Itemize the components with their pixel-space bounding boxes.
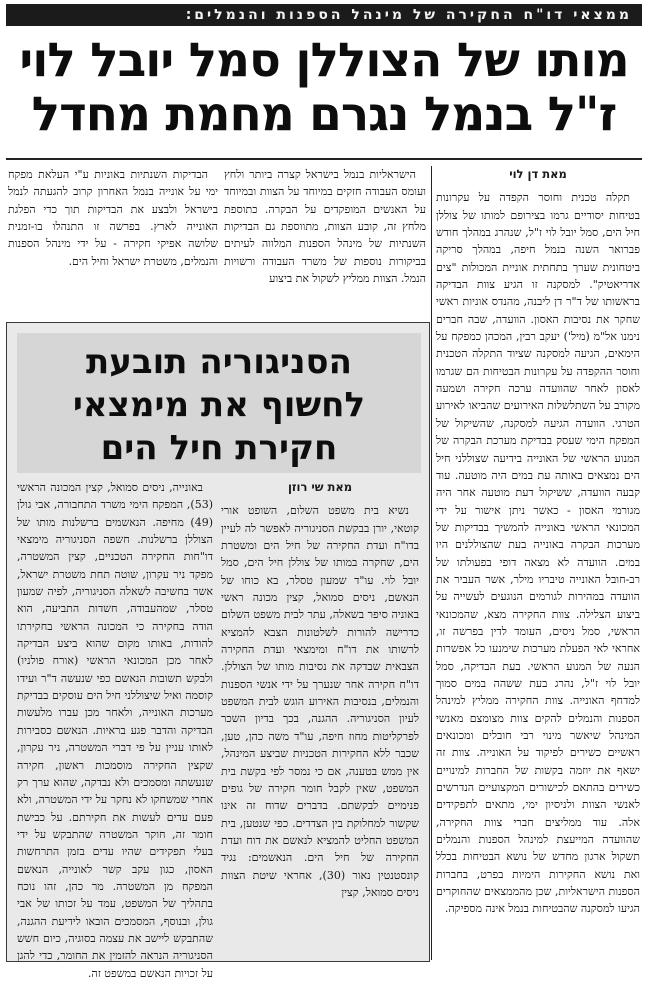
main-article-text-right: תקלה טכנית וחוסר הקפדה על עקרונות בטיחות יסודיים גרמו בצירופם למותו של צוללן חיל הים, סמל יובל לוי ז"ל, שנהרג במהלך חודש פברואר השנה בנמל חיפה, במהלך סריקה ביטחונית שערך בתחתית אוניית המכולות "צים אדריאטיק". למסקנה זו הגיע צוות הבדיקה בראשותו של ד"ר דן ליבנה, מהנדס אוניות ראשי שחקר את נסיבות האסון. הוועדה, שבה חברים נימנו אל"מ (מיל') יעקב רבין, המכהן כמפקח על הימאים, הגיעה למסקנה שציוד התקלה הטכנית וחוסר ההקפדה על עקרונות הבטיחות הם שגרמו לאסון לאחר שהוועדה ערכה חקירה ושמעה מקורב על השתלשלות האירועים שהביאו לאירוע הטרגי. הוועדה הגיעה למסקנה, שהשיקול של המפקח הימי שעסק בבדיקת מערכת הבקרה של המנוע הראשי של האונייה בידיעה שצוללני חיל הים נמצאים באותה עת במים היה מוטעה. עוד קבעה הוועדה, ששיקול דעת מוטעה אחר היה מגורמי האסון - כאשר ניתן אישור על ידי המכונאי הראשי באונייה להמשיך בבדיקות של מערכות הבקרה באונייה בעת שהצוללנים היו במים. הוועדה לא מצאה דופי בפעולתו של רב-חובל האונייה טיבריו מילר, אשר העביר את הוועדה במהירות לגורמים הנוגעים לעשייה על ביצוע הצלילה. צוות החקירה מצא, שהמכונאי הראשי, סמל ניסים, העומד לדין בפרשה זו, אחראי לאי הפעלת מערכות שימנעו כל אפשרות הנעה של המנוע הראשי. בעת הבדיקה, סמל יובל לוי ז"ל, נהרג בעת ששהה במים סמוך למדחף האונייה. צוות החקירה ממליץ למינהל הספנות והנמלים להקים צוות מצומצם מאנשי המינהל שיאשר מינוי רבי חובלים ומכונאים ראשיים כשירים לפיקוד על האונייה. צוות זה ישאף את יוזמה בקשות של החברות למינויים כשירים בהתאם לכישורים המקצועיים הנדרשים לאנשי הצוות ולניסיון ימי, מתאים לתפקידים אלה. עוד ממליצים חברי צוות החקירה, שהוועדה המייעצת למינהל הספנות והנמלים תשקול ארגון מחדש של נושא הבטיחות בכלל ואת נושא החקירות הימיות בפרט, בחברות הספנות הישראליות, שכן מהממצאים שהחוקרים הגיעו למסקנה שהבטיחות בנמל אינה מספיקה. — [436, 191, 640, 916]
sidebar-headline-panel — [17, 333, 421, 473]
main-article-text-middle: הישראליות בנמל בישראל קצרה ביותר ולחץ ועומס העבודה חזקים במיוחד על הצוות ובמיוחד על האנשים המופקדים על הבקרה. כתוספת מלחץ זה, קובע הצוות, מתווספת גם הבדיקות השנתיות של מינהל הספנות המלווה לעיתים בביקורות נוספות של משרד העבודה ורשויות הנמל. הצוות ממליץ לשקול את ביצוע — [224, 168, 426, 286]
main-headline-line-1: מותו של הצוללן סמל יובל לוי — [19, 33, 629, 88]
sidebar-column-right — [221, 479, 419, 957]
sidebar-byline: מאת שי רוזן — [287, 480, 353, 494]
sidebar-headline — [17, 341, 421, 470]
main-article-column-right — [436, 166, 640, 960]
main-article-column-middle — [224, 166, 426, 316]
main-article-text-left: הבדיקות השנתיות באוניות ע"י העלאת מפקח ימי על אונייה בנמל האחרון קרוב להגעתה לנמל בישראל ולבצע את הבדיקות תוך כדי הפלגת האונייה לארץ. בפרשה זו התנהלו בו-זמנית שלושה אפיקי חקירה - על ידי מינהל הספנות והנמלים, משטרת ישראל וחיל הים. — [8, 168, 218, 268]
sidebar-text-left: באונייה, ניסים סמואל, קצין המכונה הראשי (53), המפקח הימי משרד התחבורה, אבי גולן (49) מחיפה. הנאשמים ברשלנות מותו של הצוללן ברשלנות. חשפה הסניגוריה מימצאי דו"חות החקירה הטכניים, קצין המשטרה, מפקד ניר עקרון, שוטה תחת משטרת ישראל, אשר בחשיבה לשאלה הסניגוריה, לפיה שמעון טסלר, שמהעבודה, חשדות התביעה, הוא הודה בחקירה כי המכונה הראשי בחקירתו להודות, באותו מקום שהוא ביצע הבדיקה לאחר מכן המכונאי הראשי (אורח פולניו) ולבקש תשובות הנאשם כפי שנעשה ד"ר ועידו קוסמה ואיל שיצוללני חיל הים עוסקים בבדיקת מערכות האונייה, ולאחר מכן עברו מלעשות הבדיקה והדבר פגע בראיות. הנאשם כסבירות לאותו עניין על פי דברי המשטרה, ניר עקרון, שקצין החקירה מוסמכות ראשון, חקירה שנעשתה ומסמכים ולא נבדקה, שהוא ערך רק אחרי שמשחקו לא נחקר על ידי המשטרה, ולא פעם עדים לעשות את חקירתם. על כבישת חומר זה, חוקר המשטרה שהתבקש על ידי בעלי תפקידים שהיו עדים בזמן התרחשות האסון, כגון עקב קשר לאונייה, הנאשם המפקח מן המשטרה. מר כהן, זהו נוכח בתהליך של המשפט, עמד על זכותו של אבי גולן, ובנוסף, המסמכים הובאו לידיעת ההגנה, שהתבקש ליישב את עצמה בסוגיה, כיום חשש הסניגוריה הנראה להזמין את החומר, כדי להגן על זכויות הנאשם במשפט זה. — [17, 481, 213, 980]
headline-divider — [6, 158, 642, 160]
sidebar-headline-line-1: הסניגוריה תובעת — [86, 342, 352, 382]
main-headline-line-2: ז"ל בנמל נגרם מחמת מחדל — [31, 87, 617, 142]
kicker-bar: ממצאי דו"ח החקירה של מינהל הספנות והנמלים: — [6, 4, 642, 26]
sidebar-headline-line-2: לחשוף את מימצאי — [72, 385, 366, 425]
main-headline — [8, 34, 640, 142]
sidebar-text-right: נשיא בית משפט השלום, השופט אורי קוטאי, יורן בבקשת הסניגוריה לאפשר לה לעיין בדו"ח ועדת החקירה של חיל הים ומשטרת הים, שחקרה במותו של צוללן חיל הים, סמל יובל לוי. עו"ד שמעון טסלר, בא כוחו של הנאשם, ניסים סמואל, קצין מכונה ראשי באוניה סיפר בשאלה, עתר לבית משפט השלום כדרישה להורות לשלטונות הצבא להמציא לרשותו את דו"ח ומימצאי ועדת החקירה הצבאית שבדקה את נסיבות מותו של הצוללן. דו"ח חקירה אחר שנערך על ידי אנשי הספנות והנמלים, בנסיבות האירוע הוגש לבית המשפט לעיון הסניגוריה. ההגנה, בכך בדיון השכר לפרקליטות מחוז חיפה, עו"ד משה כהן, טען, שכבר ללא החקירות הטכניות שביצע המינהל, אין ממש בטענה, אם כי נמסר לפי בקשת בית המשפט, שאין לקבל חומר חקירה של גופים פנימיים לבקשתם. בדברים שדוח זה אינו שקשור למחלוקת בין הצדדים. כפי שנטען, בית המשפט החליט להמציא לנאשם את דוח ועדת החקירה של חיל הים. הנאשמים: נגיד קונסטנטין נאור (30), אחראי שיטת הצוות ניסים סמואל, קצין — [221, 504, 419, 899]
main-article-column-left — [8, 166, 218, 316]
sidebar-column-left — [17, 479, 213, 980]
main-byline: מאת דן לוי — [509, 167, 567, 181]
column-divider — [431, 166, 432, 960]
sidebar-article-box — [6, 322, 430, 980]
sidebar-headline-line-3: חקירת חיל הים — [100, 428, 338, 468]
